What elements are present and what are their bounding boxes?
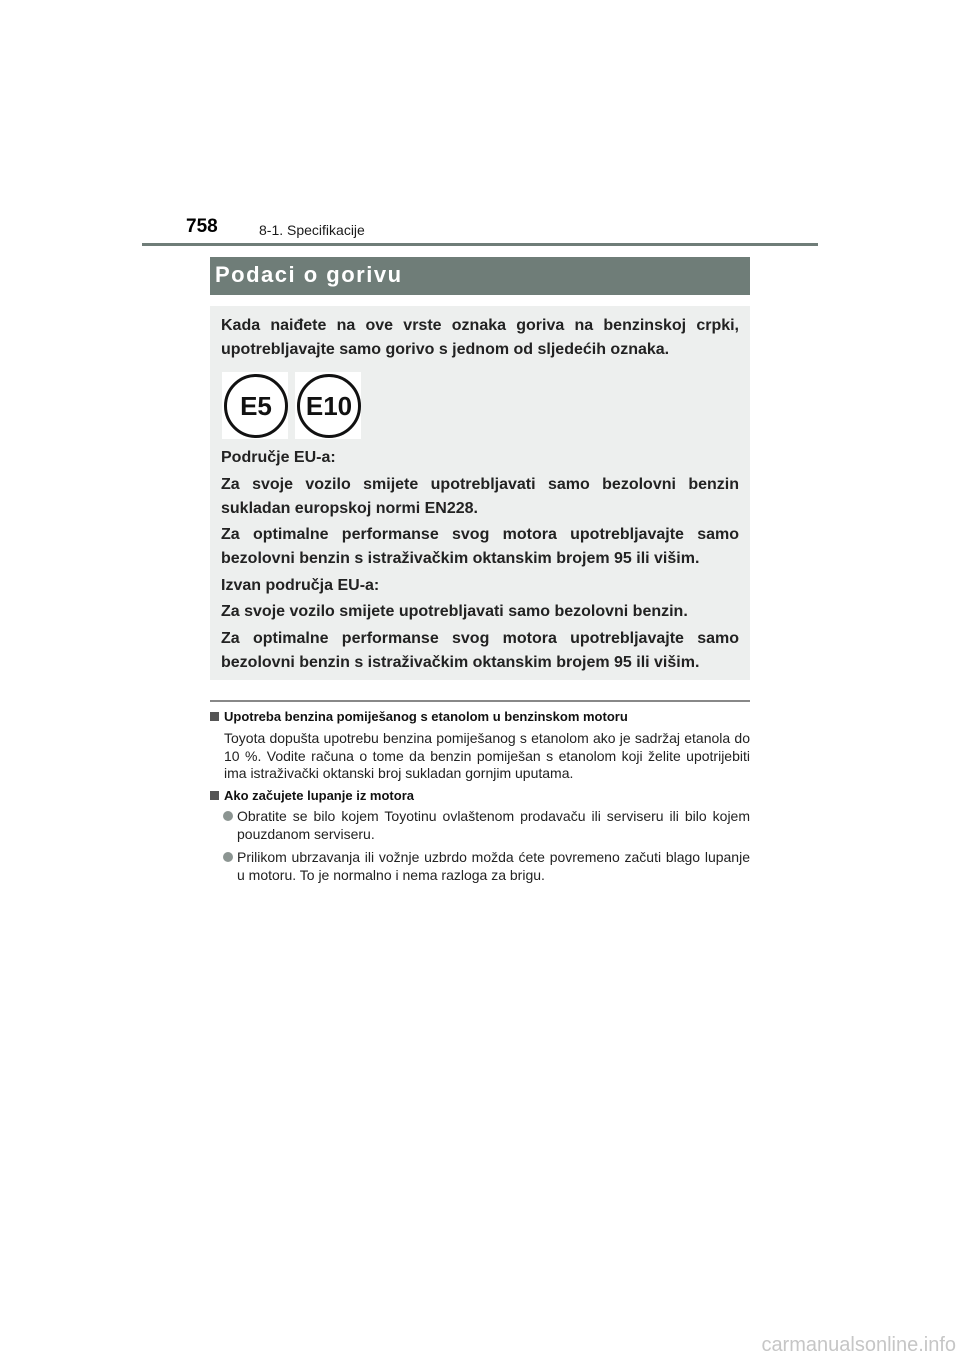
ethanol-note-heading-text: Upotreba benzina pomiješanog s etanolom u benzinskom motoru (224, 709, 628, 724)
notes-divider (210, 700, 750, 702)
non-eu-text-1: Za svoje vozilo smijete upotrebljavati samo bezolovni benzin. (221, 603, 688, 620)
round-bullet-icon (223, 811, 233, 821)
eu-heading: Područje EU-a: (221, 449, 336, 466)
round-bullet-icon (223, 852, 233, 862)
fuel-label-e10-text: E10 (297, 374, 361, 438)
knock-note-heading-text: Ako začujete lupanje iz motora (224, 788, 414, 803)
non-eu-heading: Izvan područja EU-a: (221, 577, 380, 594)
square-bullet-icon (210, 712, 219, 721)
section-title-bar (210, 257, 750, 295)
fuel-label-e5 (222, 372, 288, 439)
fuel-label-e10 (295, 372, 361, 439)
eu-text-1: Za svoje vozilo smijete upotrebljavati samo bezolovni benzin sukladan europskoj normi EN228. (221, 476, 739, 517)
section-label: 8-1. Specifikacije (259, 222, 365, 238)
page-header (142, 214, 818, 246)
knock-note-heading (210, 788, 414, 803)
fuel-label-e5-text: E5 (224, 374, 288, 438)
fuel-info-box (210, 306, 750, 680)
ethanol-note-text: Toyota dopušta upotrebu benzina pomiješanog s etanolom ako je sadržaj etanola do 10 %. Vodite računa o tome da benzin pomiješan s etanolom koji želite upotrijebiti ima istraživački oktanski broj sukladan gornjim uputama. (224, 730, 750, 781)
knock-bullet-text: Prilikom ubrzavanja ili vožnje uzbrdo možda ćete povremeno začuti blago lupanje u motoru. To je normalno i nema razloga za brigu. (237, 849, 750, 883)
knock-bullet-text: Obratite se bilo kojem Toyotinu ovlaštenom prodavaču ili serviseru ili bilo kojem pouzdanom serviseru. (237, 808, 750, 842)
page-number: 758 (186, 216, 218, 237)
non-eu-text-2: Za optimalne performanse svog motora upotrebljavajte samo bezolovni benzin s istraživačkim oktanskim brojem 95 ili višim. (221, 630, 739, 671)
page-title: Podaci o gorivu (215, 262, 403, 287)
ethanol-note-heading (210, 709, 628, 724)
watermark: carmanualsonline.info (761, 1334, 956, 1356)
eu-text-2: Za optimalne performanse svog motora upotrebljavajte samo bezolovni benzin s istraživačkim oktanskim brojem 95 ili višim. (221, 526, 739, 567)
intro-text: Kada naiđete na ove vrste oznaka goriva na benzinskoj crpki, upotrebljavajte samo gorivo s jednom od sljedećih oznaka. (221, 317, 739, 358)
header-divider (142, 243, 818, 246)
square-bullet-icon (210, 791, 219, 800)
